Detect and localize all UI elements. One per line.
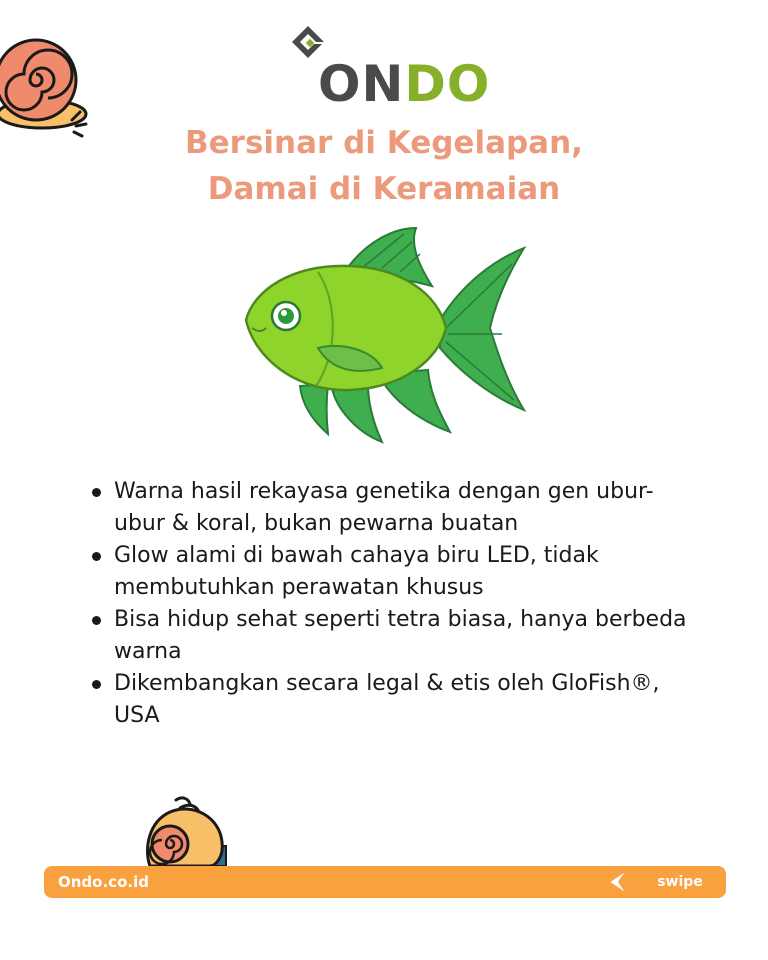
list-item <box>90 476 690 540</box>
logo-wordmark <box>318 54 490 114</box>
title-line-1: Bersinar di Kegelapan, <box>185 125 583 161</box>
page-title <box>100 120 668 212</box>
logo-part-on: ON <box>318 55 405 113</box>
title-line-2: Damai di Keramaian <box>207 171 561 207</box>
list-item <box>90 668 690 732</box>
fish-illustration <box>232 224 532 460</box>
list-item-text: Dikembangkan secara legal & etis oleh GloFish®, USA <box>114 671 660 728</box>
list-item <box>90 540 690 604</box>
snail-icon <box>140 796 232 870</box>
bullet-icon <box>92 552 101 561</box>
bullet-icon <box>92 680 101 689</box>
feature-list <box>90 476 690 732</box>
bullet-icon <box>92 616 101 625</box>
snail-icon <box>0 22 92 142</box>
list-item-text: Bisa hidup sehat seperti tetra biasa, hanya berbeda warna <box>114 607 687 664</box>
bullet-icon <box>92 488 101 497</box>
footer-site-link[interactable]: Ondo.co.id <box>58 873 149 891</box>
logo-part-do: DO <box>404 55 491 113</box>
list-item-text: Glow alami di bawah cahaya biru LED, tidak membutuhkan perawatan khusus <box>114 543 599 600</box>
swipe-label[interactable]: swipe <box>657 874 703 890</box>
list-item-text: Warna hasil rekayasa genetika dengan gen ubur-ubur & koral, bukan pewarna buatan <box>114 479 654 536</box>
ondo-logo <box>288 24 491 113</box>
list-item <box>90 604 690 668</box>
